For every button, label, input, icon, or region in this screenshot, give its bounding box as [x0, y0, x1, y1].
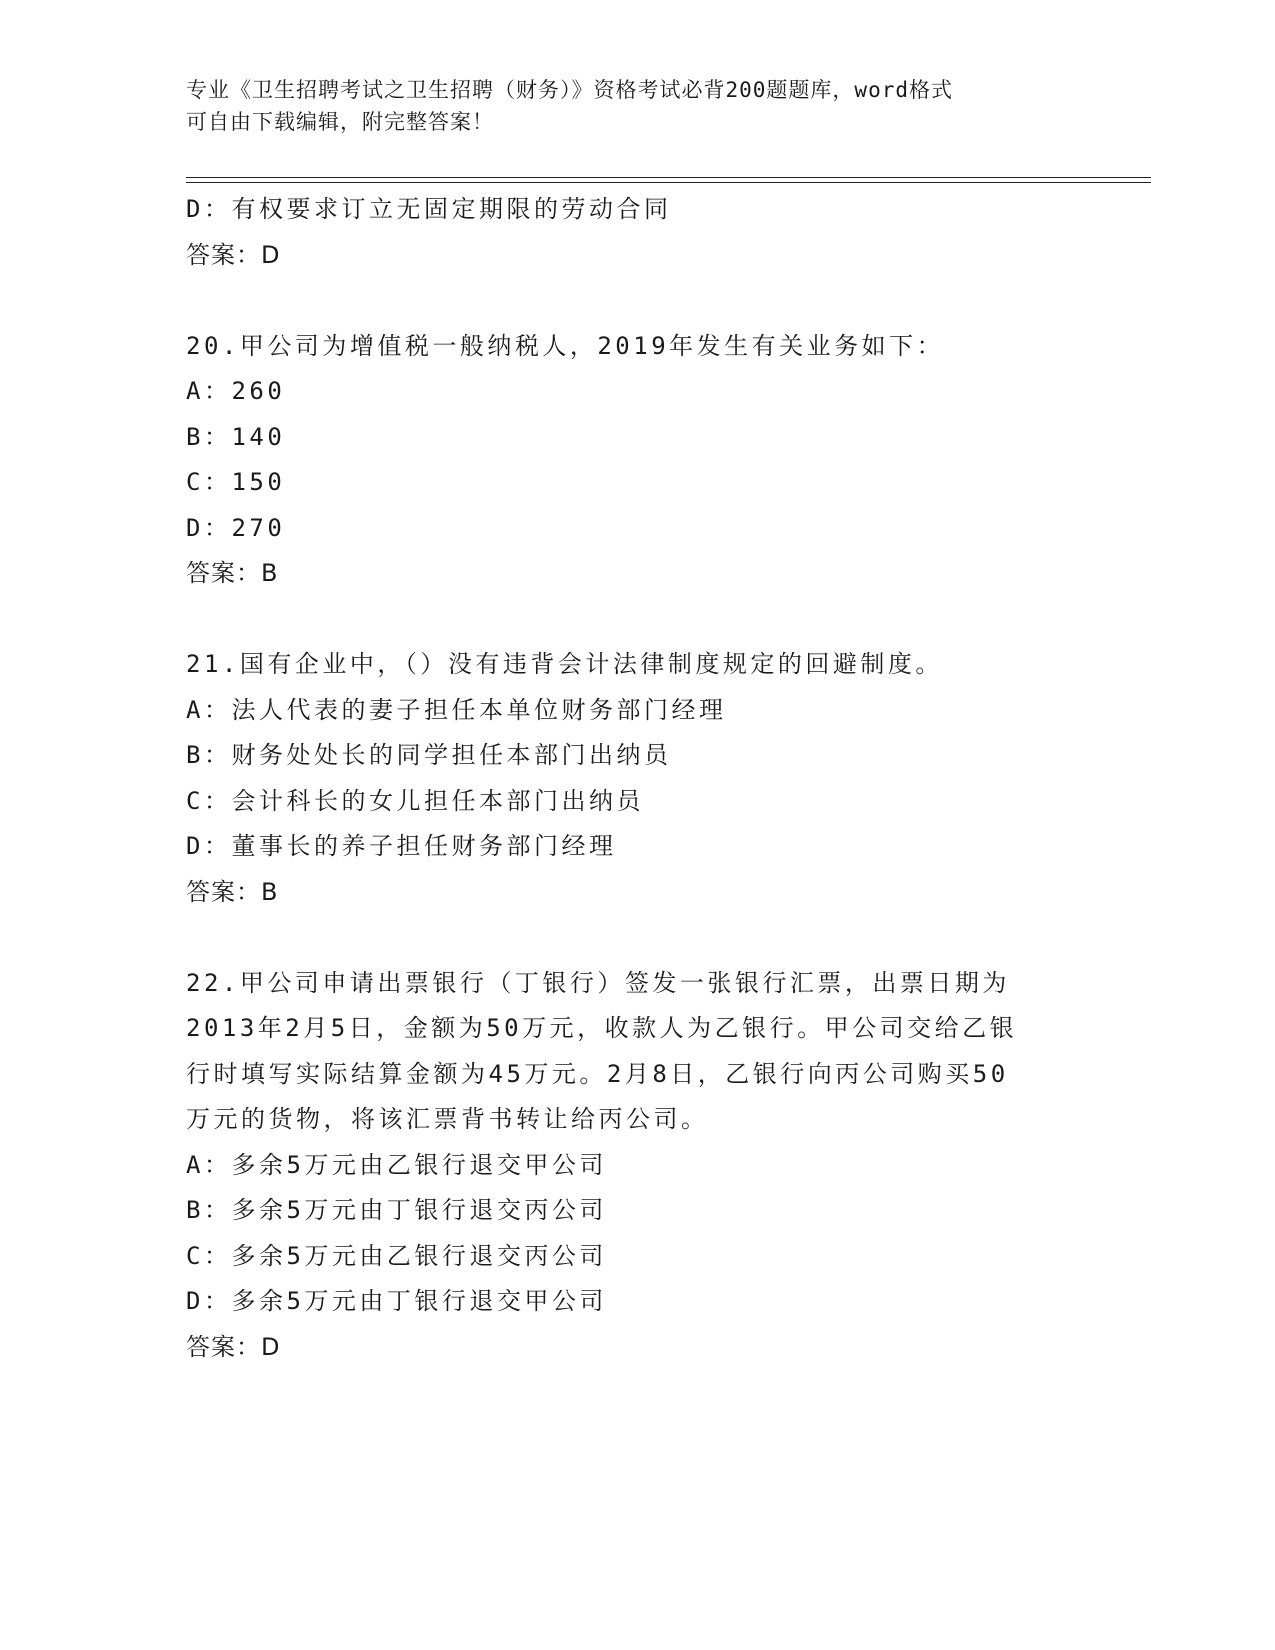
question-stem-line-1: 22.甲公司申请出票银行（丁银行）签发一张银行汇票，出票日期为: [186, 968, 1010, 997]
document-header: [186, 74, 1066, 138]
option-a: A：法人代表的妻子担任本单位财务部门经理: [186, 695, 727, 724]
question-19-tail: [186, 187, 1086, 278]
header-divider-top: [186, 177, 1151, 178]
option-a: A：多余5万元由乙银行退交甲公司: [186, 1150, 607, 1179]
question-stem-line-4: 万元的货物，将该汇票背书转让给丙公司。: [186, 1105, 709, 1133]
option-b: B：多余5万元由丁银行退交丙公司: [186, 1196, 607, 1224]
answer-line: 答案：D: [186, 1332, 281, 1361]
question-20: [186, 324, 1086, 597]
option-b: B：140: [186, 422, 286, 451]
option-c: C：多余5万元由乙银行退交丙公司: [186, 1241, 607, 1270]
option-b: B：财务处处长的同学担任本部门出纳员: [186, 741, 672, 769]
option-d: D：270: [186, 513, 286, 542]
option-d: D：董事长的养子担任财务部门经理: [186, 832, 617, 860]
spacer: [186, 915, 1086, 961]
answer-line: 答案：D: [186, 240, 281, 269]
option-c: C：150: [186, 468, 286, 496]
header-title-line-1: 专业《卫生招聘考试之卫生招聘（财务）》资格考试必背200题题库，word格式: [186, 78, 953, 102]
header-divider-bottom: [186, 182, 1151, 183]
question-22: [186, 961, 1086, 1371]
header-title-line-2: 可自由下载编辑，附完整答案！: [186, 110, 494, 134]
answer-line: 答案：B: [186, 559, 279, 587]
answer-line: 答案：B: [186, 877, 279, 906]
spacer: [186, 278, 1086, 324]
option-c: C：会计科长的女儿担任本部门出纳员: [186, 786, 644, 815]
question-stem-line-2: 2013年2月5日，金额为50万元，收款人为乙银行。甲公司交给乙银: [186, 1014, 1018, 1042]
option-a: A：260: [186, 377, 286, 405]
option-d: D：多余5万元由丁银行退交甲公司: [186, 1287, 607, 1315]
option-d: D：有权要求订立无固定期限的劳动合同: [186, 195, 672, 223]
spacer: [186, 597, 1086, 643]
question-list: [186, 187, 1086, 1370]
question-21: [186, 642, 1086, 915]
question-stem: 21.国有企业中，（）没有违背会计法律制度规定的回避制度。: [186, 650, 943, 678]
question-stem: 20.甲公司为增值税一般纳税人，2019年发生有关业务如下：: [186, 331, 945, 360]
question-stem-line-3: 行时填写实际结算金额为45万元。2月8日，乙银行向丙公司购买50: [186, 1059, 1009, 1088]
